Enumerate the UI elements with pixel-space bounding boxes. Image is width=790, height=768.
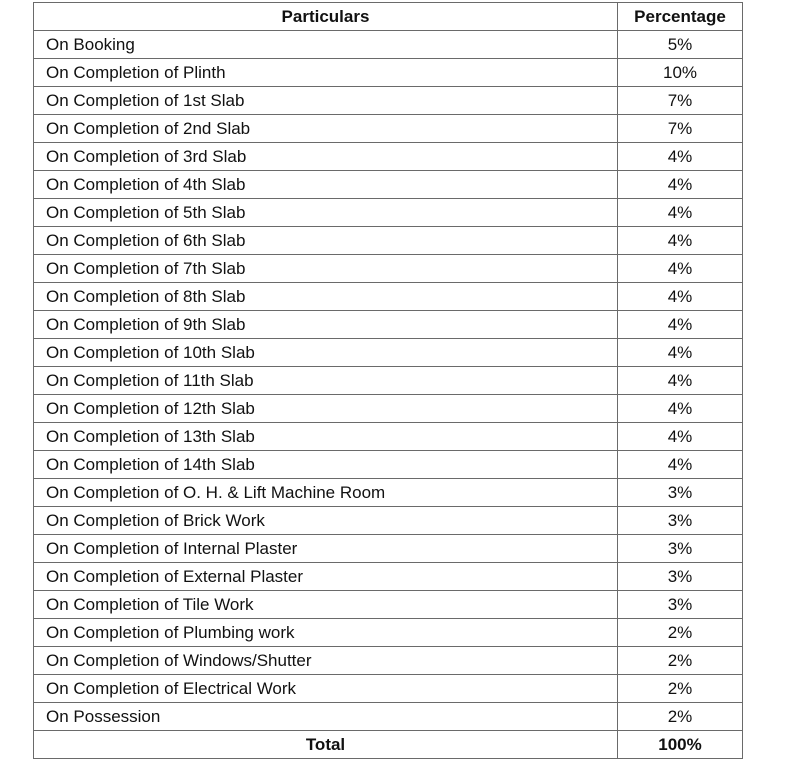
table-row [34,675,743,703]
table-row [34,395,743,423]
table-row [34,563,743,591]
header-row [34,3,743,31]
table-row [34,591,743,619]
row-particular: On Completion of Plumbing work [34,619,618,647]
total-row [34,731,743,759]
row-percentage: 3% [618,479,743,507]
table-row [34,87,743,115]
table-row [34,339,743,367]
row-particular: On Completion of 2nd Slab [34,115,618,143]
row-particular: On Completion of 14th Slab [34,451,618,479]
row-particular: On Completion of 6th Slab [34,227,618,255]
total-percentage: 100% [618,731,743,759]
row-particular: On Completion of Tile Work [34,591,618,619]
table-row [34,703,743,731]
row-particular: On Completion of Plinth [34,59,618,87]
row-percentage: 5% [618,31,743,59]
table-row [34,59,743,87]
header-particulars: Particulars [34,3,618,31]
row-percentage: 2% [618,647,743,675]
row-percentage: 3% [618,507,743,535]
table-row [34,283,743,311]
table-row [34,479,743,507]
row-percentage: 4% [618,339,743,367]
row-percentage: 4% [618,311,743,339]
table-row [34,619,743,647]
table-row [34,311,743,339]
table-row [34,367,743,395]
table-row [34,199,743,227]
table-row [34,507,743,535]
row-particular: On Completion of O. H. & Lift Machine Room [34,479,618,507]
row-particular: On Completion of 9th Slab [34,311,618,339]
row-particular: On Completion of 10th Slab [34,339,618,367]
table-row [34,255,743,283]
row-particular: On Completion of External Plaster [34,563,618,591]
table-row [34,227,743,255]
payment-schedule-table [33,2,743,759]
table-row [34,451,743,479]
row-percentage: 4% [618,199,743,227]
row-particular: On Completion of 3rd Slab [34,143,618,171]
row-percentage: 7% [618,87,743,115]
row-percentage: 3% [618,563,743,591]
table-row [34,423,743,451]
row-percentage: 4% [618,283,743,311]
row-particular: On Completion of 13th Slab [34,423,618,451]
row-particular: On Completion of 11th Slab [34,367,618,395]
row-particular: On Completion of Brick Work [34,507,618,535]
row-percentage: 4% [618,423,743,451]
row-percentage: 10% [618,59,743,87]
header-percentage: Percentage [618,3,743,31]
row-particular: On Completion of Internal Plaster [34,535,618,563]
table-row [34,535,743,563]
table-row [34,115,743,143]
table-body [34,31,743,759]
payment-schedule-sheet [33,2,742,759]
table-row [34,171,743,199]
row-percentage: 4% [618,227,743,255]
row-percentage: 4% [618,367,743,395]
row-percentage: 3% [618,535,743,563]
row-particular: On Completion of Windows/Shutter [34,647,618,675]
row-percentage: 4% [618,171,743,199]
row-percentage: 4% [618,451,743,479]
row-particular: On Completion of 1st Slab [34,87,618,115]
row-percentage: 2% [618,619,743,647]
total-label: Total [34,731,618,759]
row-particular: On Booking [34,31,618,59]
row-percentage: 4% [618,395,743,423]
row-particular: On Possession [34,703,618,731]
row-particular: On Completion of 5th Slab [34,199,618,227]
row-percentage: 4% [618,255,743,283]
table-row [34,31,743,59]
row-percentage: 3% [618,591,743,619]
row-percentage: 2% [618,703,743,731]
row-particular: On Completion of 7th Slab [34,255,618,283]
table-header [34,3,743,31]
table-row [34,647,743,675]
row-particular: On Completion of Electrical Work [34,675,618,703]
row-particular: On Completion of 4th Slab [34,171,618,199]
row-percentage: 4% [618,143,743,171]
row-particular: On Completion of 12th Slab [34,395,618,423]
row-particular: On Completion of 8th Slab [34,283,618,311]
row-percentage: 7% [618,115,743,143]
table-row [34,143,743,171]
row-percentage: 2% [618,675,743,703]
